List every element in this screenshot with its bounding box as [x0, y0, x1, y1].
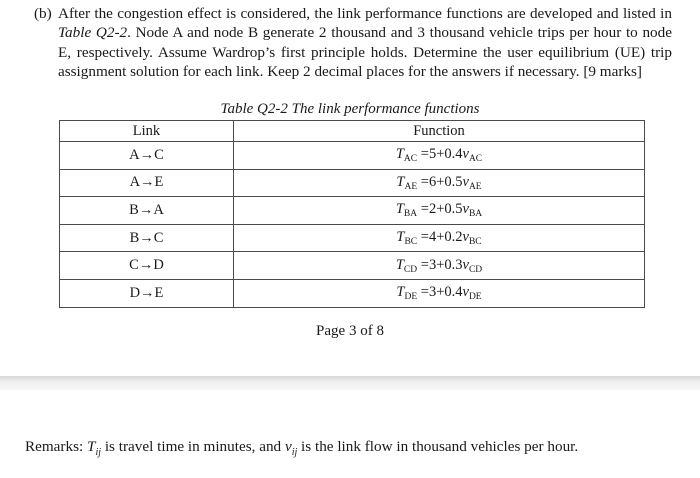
link-performance-table — [59, 120, 645, 308]
question-block — [36, 4, 672, 82]
table-row — [60, 142, 645, 170]
function-t: T — [395, 201, 404, 218]
table-caption: Table Q2-2 The link performance functions — [220, 101, 480, 117]
table-row — [60, 252, 645, 280]
header-function: Function — [234, 121, 645, 142]
function-const: 3 — [428, 256, 437, 273]
function-t-sub: DE — [404, 292, 418, 303]
table-row — [60, 169, 645, 197]
header-link: Link — [60, 121, 234, 142]
function-cell: $T_{BA} =2+0.5v_{BA}$ — [234, 197, 645, 225]
function-v: v — [462, 256, 469, 273]
function-cell: $T_{AE} =6+0.5v_{AE}$ — [234, 169, 645, 197]
function-const: 5 — [428, 146, 437, 163]
link-cell: A→C — [60, 142, 234, 170]
function-v-sub: BC — [468, 237, 482, 248]
function-t-sub: BC — [404, 237, 418, 248]
remarks-suffix: is the link flow in thousand vehicles per hour. — [297, 438, 579, 455]
function-t-sub: BA — [403, 209, 418, 220]
table-reference: Table Q2-2 — [58, 24, 128, 42]
link-flow-subscript: ij — [291, 447, 298, 459]
link-cell: C→D — [60, 252, 234, 280]
question-text — [58, 4, 672, 82]
function-const: 3 — [428, 284, 437, 301]
link-flow-symbol: v — [284, 438, 292, 455]
function-t: T — [396, 173, 405, 190]
function-v-sub: DE — [468, 292, 482, 303]
function-t-sub: CD — [403, 264, 418, 275]
function-cell: $T_{BC} =4+0.2v_{BC}$ — [234, 224, 645, 252]
function-coef: 0.4 — [444, 284, 463, 301]
question-label: (b) — [34, 5, 52, 22]
function-t: T — [395, 146, 404, 163]
link-cell: B→C — [60, 224, 234, 252]
question-text-content: After the congestion effect is considered, the link performance functions are developed and listed in Table Q2-2. Node A and node B generate 2 thousand and 3 thousand vehicle trips per hour to node E, respectively. Assume Wardrop’s first principle holds. Determine the user equilibrium (UE) trip assignment solution for each link. Keep 2 decimal places for the answers if necessary. [9 marks] — [58, 5, 672, 81]
function-t: T — [396, 229, 405, 246]
remarks — [25, 438, 578, 458]
function-coef: 0.5 — [444, 173, 463, 190]
function-coef: 0.3 — [444, 256, 463, 273]
function-v: v — [462, 173, 469, 190]
function-coef: 0.5 — [444, 201, 463, 218]
function-const: 2 — [428, 201, 437, 218]
function-v-sub: AC — [468, 154, 483, 165]
function-v-sub: BA — [468, 209, 483, 220]
remarks-middle: is travel time in minutes, and — [101, 438, 285, 455]
travel-time-symbol: T — [87, 438, 96, 455]
link-cell: B→A — [60, 197, 234, 225]
remarks-prefix: Remarks: — [25, 438, 88, 455]
page-divider — [0, 376, 700, 390]
travel-time-subscript: ij — [95, 447, 102, 459]
function-cell: $T_{CD} =3+0.3v_{CD}$ — [234, 252, 645, 280]
function-t-sub: AE — [404, 181, 418, 192]
function-v-sub: CD — [468, 264, 483, 275]
link-cell: A→E — [60, 169, 234, 197]
page-number: Page 3 of 8 — [316, 323, 384, 339]
table-header-row — [60, 121, 645, 142]
function-cell: $T_{AC} =5+0.4v_{AC}$ — [234, 142, 645, 170]
table-row — [60, 279, 645, 307]
function-v: v — [462, 201, 469, 218]
function-coef: 0.2 — [444, 229, 463, 246]
function-t: T — [395, 256, 404, 273]
function-const: 4 — [428, 229, 437, 246]
function-v: v — [462, 229, 469, 246]
table-row — [60, 197, 645, 225]
function-v-sub: AE — [468, 181, 482, 192]
function-t-sub: AC — [403, 154, 418, 165]
function-coef: 0.4 — [444, 146, 463, 163]
function-v: v — [462, 146, 469, 163]
function-v: v — [462, 284, 469, 301]
table-row — [60, 224, 645, 252]
function-cell: $T_{DE} =3+0.4v_{DE}$ — [234, 279, 645, 307]
link-cell: D→E — [60, 279, 234, 307]
function-t: T — [396, 284, 405, 301]
function-const: 6 — [428, 173, 437, 190]
